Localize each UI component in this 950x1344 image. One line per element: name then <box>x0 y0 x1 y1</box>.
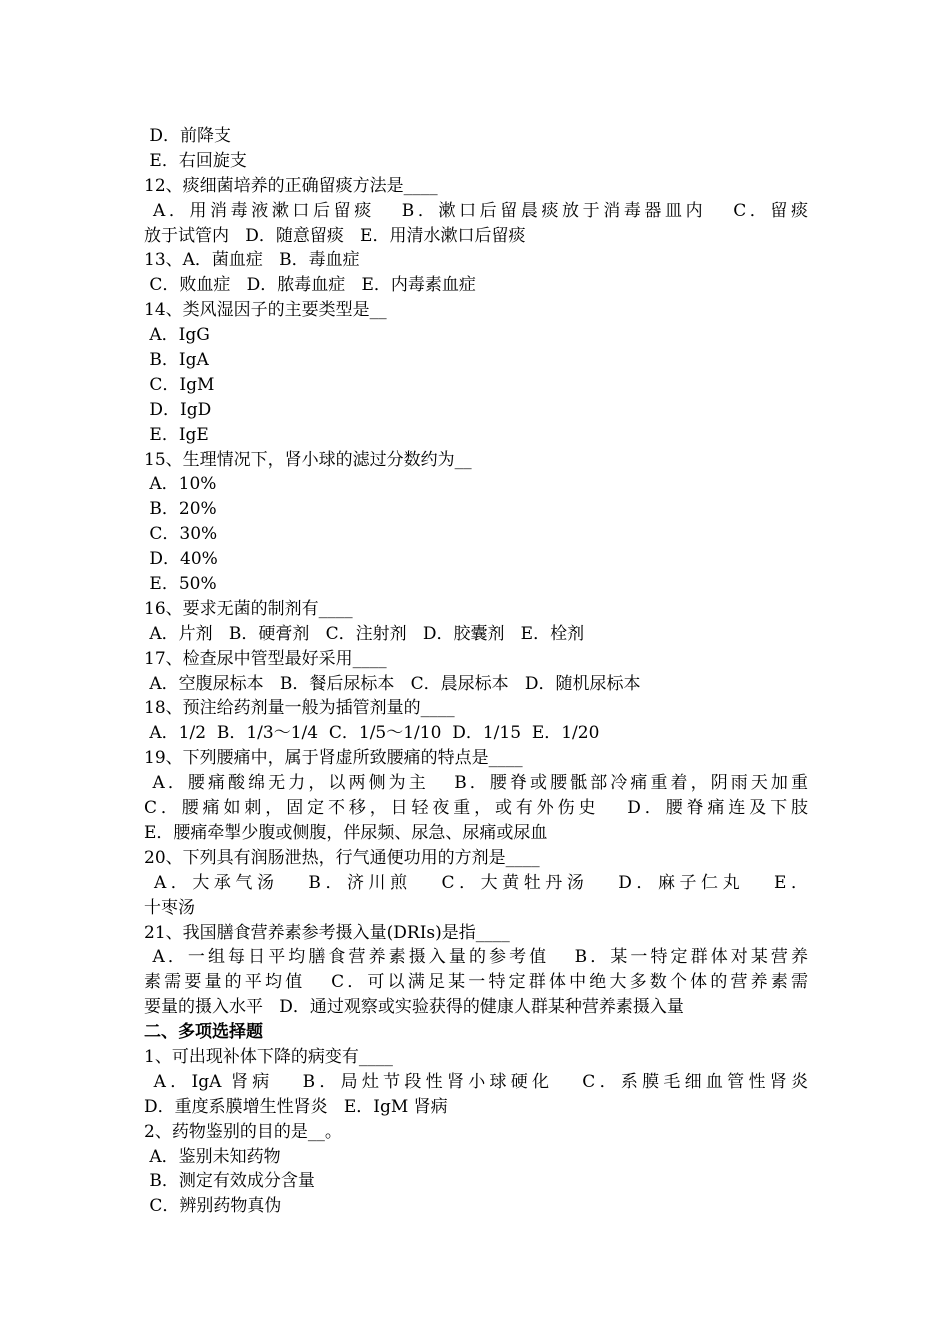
text-line: 1、可出现补体下降的病变有____ <box>144 1046 393 1067</box>
text-line: C．30% <box>144 524 218 545</box>
text-line: 17、检查尿中管型最好采用____ <box>144 648 387 669</box>
text-line: 12、痰细菌培养的正确留痰方法是____ <box>144 175 438 196</box>
text-line: 18、预注给药剂量一般为插管剂量的____ <box>144 698 455 719</box>
text-line: A．片剂 B．硬膏剂 C．注射剂 D．胶囊剂 E．栓剂 <box>144 623 585 644</box>
text-line: A．鉴别未知药物 <box>144 1146 281 1167</box>
text-line: 素需要量的平均值 C．可以满足某一特定群体中绝大多数个体的营养素需 <box>144 972 808 993</box>
text-line: B．测定有效成分含量 <box>144 1171 315 1192</box>
text-line: 16、要求无菌的制剂有____ <box>144 598 353 619</box>
text-line: A．10% <box>144 474 217 495</box>
text-line: A．空腹尿标本 B．餐后尿标本 C．晨尿标本 D．随机尿标本 <box>144 673 641 694</box>
text-line: 要量的摄入水平 D．通过观察或实验获得的健康人群某种营养素摄入量 <box>144 997 684 1018</box>
text-line: C．IgM <box>144 374 215 395</box>
text-line: 十枣汤 <box>144 897 195 918</box>
text-line: 放于试管内 D．随意留痰 E．用清水漱口后留痰 <box>144 225 526 246</box>
text-line: 20、下列具有润肠泄热，行气通便功用的方剂是____ <box>144 847 540 868</box>
text-line: 14、类风湿因子的主要类型是__ <box>144 300 387 321</box>
text-line: E．50% <box>144 574 217 595</box>
section-heading: 二、多项选择题 <box>144 1022 263 1043</box>
text-line: C．腰痛如刺，固定不移，日轻夜重，或有外伤史 D．腰脊痛连及下肢 <box>144 798 808 819</box>
text-line: D．重度系膜增生性肾炎 E．IgM 肾病 <box>144 1096 448 1117</box>
text-line: C．辨别药物真伪 <box>144 1196 282 1217</box>
text-line: E．IgE <box>144 424 209 445</box>
text-line: D．IgD <box>144 399 212 420</box>
text-line: 15、生理情况下，肾小球的滤过分数约为__ <box>144 449 472 470</box>
text-line: 21、我国膳食营养素参考摄入量(DRIs)是指____ <box>144 922 510 943</box>
text-line: A．大承气汤 B．济川煎 C．大黄牡丹汤 D．麻子仁丸 E． <box>144 872 808 893</box>
text-line: C．败血症 D．脓毒血症 E．内毒素血症 <box>144 275 476 296</box>
text-line: D．40% <box>144 549 218 570</box>
text-line: E．右回旋支 <box>144 150 247 171</box>
text-line: E．腰痛牵掣少腹或侧腹，伴尿频、尿急、尿痛或尿血 <box>144 822 548 843</box>
text-line: A．腰痛酸绵无力，以两侧为主 B．腰脊或腰骶部冷痛重着，阴雨天加重 <box>144 773 808 794</box>
text-line: 2、药物鉴别的目的是__。 <box>144 1121 342 1142</box>
text-line: B．IgA <box>144 350 209 371</box>
text-line: A．用消毒液漱口后留痰 B．漱口后留晨痰放于消毒器皿内 C．留痰 <box>144 200 808 221</box>
document-page <box>144 124 808 1219</box>
text-line: A．IgA 肾病 B．局灶节段性肾小球硬化 C．系膜毛细血管性肾炎 <box>144 1071 808 1092</box>
text-line: 13、A．菌血症 B．毒血症 <box>144 250 360 271</box>
text-line: B．20% <box>144 499 217 520</box>
text-line: A．IgG <box>144 325 210 346</box>
text-line: D．前降支 <box>144 126 232 146</box>
text-line: 19、下列腰痛中，属于肾虚所致腰痛的特点是____ <box>144 748 523 769</box>
text-line: A．1/2 B．1/3～1/4 C．1/5～1/10 D．1/15 E．1/20 <box>144 723 600 744</box>
text-line: A．一组每日平均膳食营养素摄入量的参考值 B．某一特定群体对某营养 <box>144 947 808 968</box>
